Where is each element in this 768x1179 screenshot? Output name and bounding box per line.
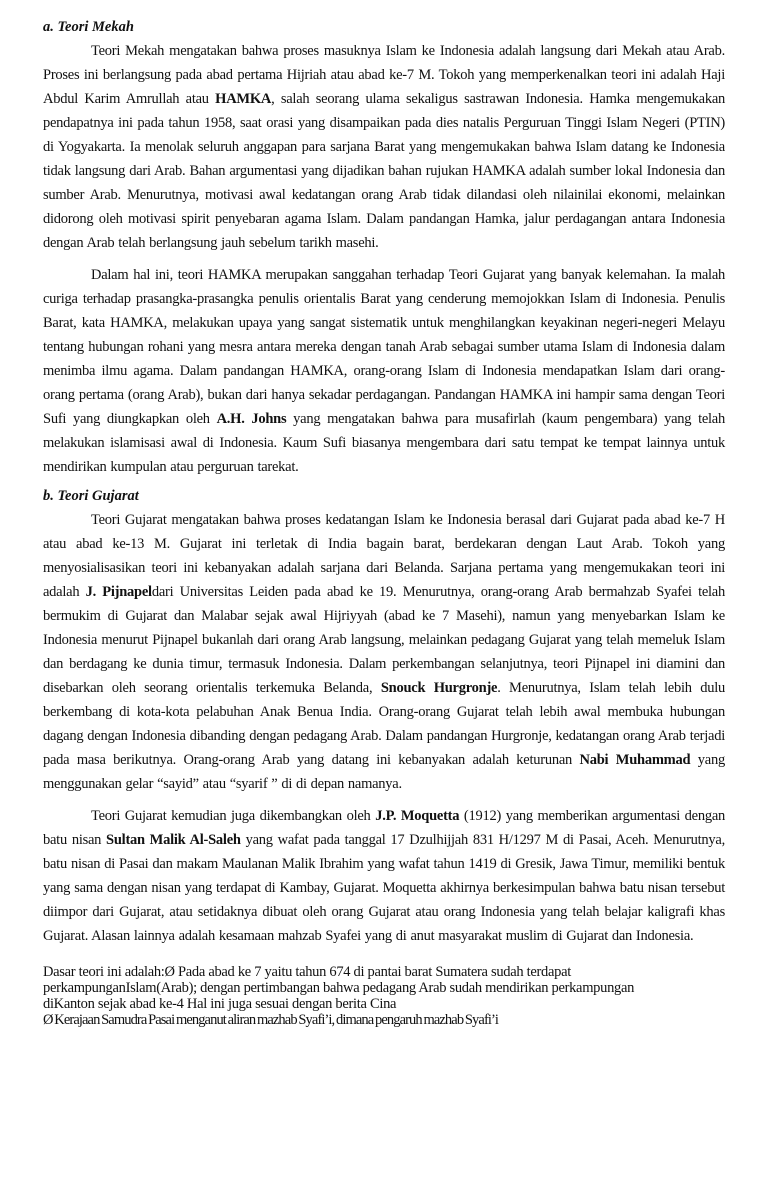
text-run: dari Universitas Leiden pada abad ke 19. Menurutnya, orang-orang Arab bermahzab Syafei telah bermukim di Gujarat dan Malabar sejak awal Hijriyyah (abad ke 7 Masehi), namun yang menyebarkan Islam ke Indonesia menurut Pijnapel bukanlah dari orang Arab langsung, melainkan pedagang Gujarat yang telah memeluk Islam dan berdagang ke dunia timur, termasuk Indonesia. Dalam perkembangan selanjutnya, teori Pijnapel ini diamini dan disebarkan oleh seorang orientalis terkemuka Belanda, <box>43 584 725 696</box>
document-page <box>43 14 725 1028</box>
text-run: , salah seorang ulama sekaligus sastrawan Indonesia. Hamka mengemukakan pendapatnya ini pada tahun 1958, saat orasi yang disampaikan pada dies natalis Perguruan Tinggi Islam Negeri (PTIN) di Yogyakarta. Ia menolak seluruh anggapan para sarjana Barat yang mengemukakan bahwa Islam datang ke Indonesia tidak langsung dari Arab. Bahan argumentasi yang dijadikan bahan rujukan HAMKA adalah sumber lokal Indonesia dan sumber Arab. Menurutnya, motivasi awal kedatangan orang Arab tidak dilandasi oleh nilainilai ekonomi, melainkan didorong oleh motivasi spirit penyebaran agama Islam. Dalam pandangan Hamka, jalur perdagangan antara Indonesia dengan Arab telah berlangsung jauh sebelum tarikh masehi. <box>43 91 725 251</box>
paragraph-teori-mekah-1 <box>43 39 725 255</box>
basis-line-3: diKanton sejak abad ke-4 Hal ini juga sesuai dengan berita Cina <box>43 996 397 1012</box>
bold-term-sultan-malik-al-saleh: Sultan Malik Al-Saleh <box>106 832 241 848</box>
heading-teori-mekah: a. Teori Mekah <box>43 19 134 35</box>
paragraph-teori-mekah-2 <box>43 263 725 479</box>
text-run: yang mengatakan bahwa para musafirlah (kaum pengembara) yang telah melakukan islamisasi awal di Indonesia. Kaum Sufi biasanya mengembara dari satu tempat ke tempat lainnya untuk mendirikan kumpulan atau perguruan tarekat. <box>43 411 725 475</box>
basis-line-2: perkampunganIslam(Arab); dengan pertimbangan bahwa pedagang Arab sudah mendirikan perkampungan <box>43 980 635 996</box>
text-run: Teori Gujarat kemudian juga dikembangkan oleh <box>91 808 376 824</box>
basis-line-4: Ø Kerajaan Samudra Pasai menganut aliran mazhab Syafi’i, dimana pengaruh mazhab Syafi’i <box>43 1012 499 1028</box>
bold-term-nabi-muhammad: Nabi Muhammad <box>579 752 691 768</box>
text-run: Teori Gujarat mengatakan bahwa proses kedatangan Islam ke Indonesia berasal dari Gujarat pada abad ke-7 H atau abad ke-13 M. Gujarat ini terletak di India bagain barat, berdekaran dengan Laut Arab. Tokoh yang menyosialisasikan teori ini kebanyakan adalah sarjana dari Belanda. Sarjana pertama yang mengemukakan teori ini adalah <box>43 512 725 600</box>
text-run: Teori Mekah mengatakan bahwa proses masuknya Islam ke Indonesia adalah langsung dari Mekah atau Arab. Proses ini berlangsung pada abad pertama Hijriah atau abad ke-7 M. Tokoh yang memperkenalkan teori ini adalah Haji Abdul Karim Amrullah atau <box>43 43 725 107</box>
bold-term-moquetta: J.P. Moquetta <box>375 808 460 824</box>
theory-basis-block <box>43 964 683 1028</box>
bold-term-hamka: HAMKA <box>215 91 272 107</box>
paragraph-teori-gujarat-1 <box>43 508 725 796</box>
bold-term-snouck-hurgronje: Snouck Hurgronje <box>380 680 498 696</box>
text-run: . Menurutnya, Islam telah lebih dulu berkembang di kota-kota pelabuhan Anak Benua India. Orang-orang Gujarat telah lebih awal membuka hubungan dagang dengan Indonesia dibanding dengan pedagang Arab. Dalam pandangan Hurgronje, kedatangan orang Arab terjadi pada masa berikutnya. Orang-orang Arab yang datang ini kebanyakan adalah keturunan <box>43 680 725 768</box>
heading-teori-gujarat: b. Teori Gujarat <box>43 488 139 504</box>
bold-term-ah-johns: A.H. Johns <box>216 411 287 427</box>
text-run: (1912) yang memberikan argumentasi dengan batu nisan <box>43 808 726 848</box>
basis-line-1: Dasar teori ini adalah:Ø Pada abad ke 7 yaitu tahun 674 di pantai barat Sumatera sudah terdapat <box>43 964 571 980</box>
paragraph-teori-gujarat-2 <box>43 804 725 948</box>
text-run: Dalam hal ini, teori HAMKA merupakan sanggahan terhadap Teori Gujarat yang banyak kelemahan. Ia malah curiga terhadap prasangka-prasangka penulis orientalis Barat yang cenderung memojokkan Islam di Indonesia. Penulis Barat, kata HAMKA, melakukan upaya yang sangat sistematik untuk menghilangkan keyakinan negeri-negeri Melayu tentang hubungan rohani yang mesra antara mereka dengan tanah Arab sebagai sumber utama Islam di Indonesia dalam menimba ilmu agama. Dalam pandangan HAMKA, orang-orang Islam di Indonesia mendapatkan Islam dari orang- orang pertama (orang Arab), bukan dari hanya sekadar perdagangan. Pandangan HAMKA ini hampir sama dengan Teori Sufi yang diungkapkan oleh <box>43 267 725 427</box>
text-run: yang menggunakan gelar “sayid” atau “syarif ” di di depan namanya. <box>43 752 725 792</box>
text-run: yang wafat pada tanggal 17 Dzulhijjah 831 H/1297 M di Pasai, Aceh. Menurutnya, batu nisan di Pasai dan makam Maulanan Malik Ibrahim yang wafat tahun 1419 di Gresik, Jawa Timur, memiliki bentuk yang sama dengan nisan yang terdapat di Kambay, Gujarat. Moquetta akhirnya berkesimpulan bahwa batu nisan tersebut diimpor dari Gujarat, atau setidaknya dibuat oleh orang Gujarat atau orang Indonesia yang telah belajar kaligrafi khas Gujarat. Alasan lainnya adalah kesamaan mahzab Syafei yang di anut masyarakat muslim di Gujarat dan Indonesia. <box>43 832 725 944</box>
bold-term-pijnapel: J. Pijnapel <box>85 584 152 600</box>
